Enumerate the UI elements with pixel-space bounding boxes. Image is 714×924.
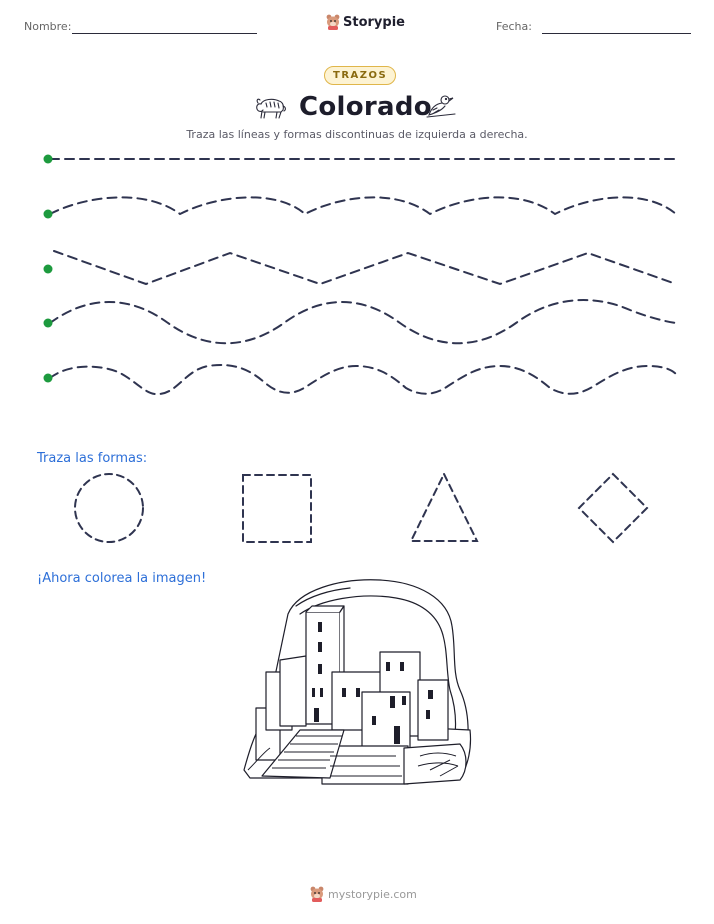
instructions: Traza las líneas y formas discontinuas de izquierda a derecha. (186, 128, 528, 141)
name-label: Nombre: (24, 20, 72, 33)
trace-line-wave-1[interactable] (50, 197, 676, 214)
footer-link[interactable]: mystorypie.com (328, 887, 417, 901)
category-badge: TRAZOS (324, 66, 396, 85)
trace-triangle[interactable] (411, 474, 477, 541)
date-line[interactable] (542, 33, 691, 34)
start-dot-1 (44, 155, 53, 164)
start-dot-5 (44, 374, 53, 383)
bird-icon (425, 92, 457, 120)
trace-square[interactable] (243, 475, 311, 542)
footer (310, 886, 417, 902)
trace-circle[interactable] (75, 474, 143, 542)
trace-diamond[interactable] (579, 474, 647, 542)
start-dot-2 (44, 210, 53, 219)
brand-name: Storypie (343, 14, 405, 30)
color-heading: ¡Ahora colorea la imagen! (37, 571, 207, 586)
cliff-palace-drawing[interactable] (240, 576, 472, 786)
bear-icon (326, 14, 340, 30)
bear-icon (310, 886, 324, 902)
brand-logo (326, 14, 405, 30)
start-dot-3 (44, 265, 53, 274)
tracing-shapes (0, 470, 714, 550)
trace-line-zigzag[interactable] (54, 251, 676, 284)
trace-line-wave-3[interactable] (50, 365, 676, 394)
trace-line-wave-2[interactable] (50, 300, 676, 343)
yak-icon (253, 92, 289, 120)
tracing-lines (0, 140, 714, 400)
shapes-heading: Traza las formas: (37, 451, 148, 466)
name-line[interactable] (72, 33, 257, 34)
date-label: Fecha: (496, 20, 532, 33)
start-dot-4 (44, 319, 53, 328)
page-title: Colorado (299, 92, 432, 122)
